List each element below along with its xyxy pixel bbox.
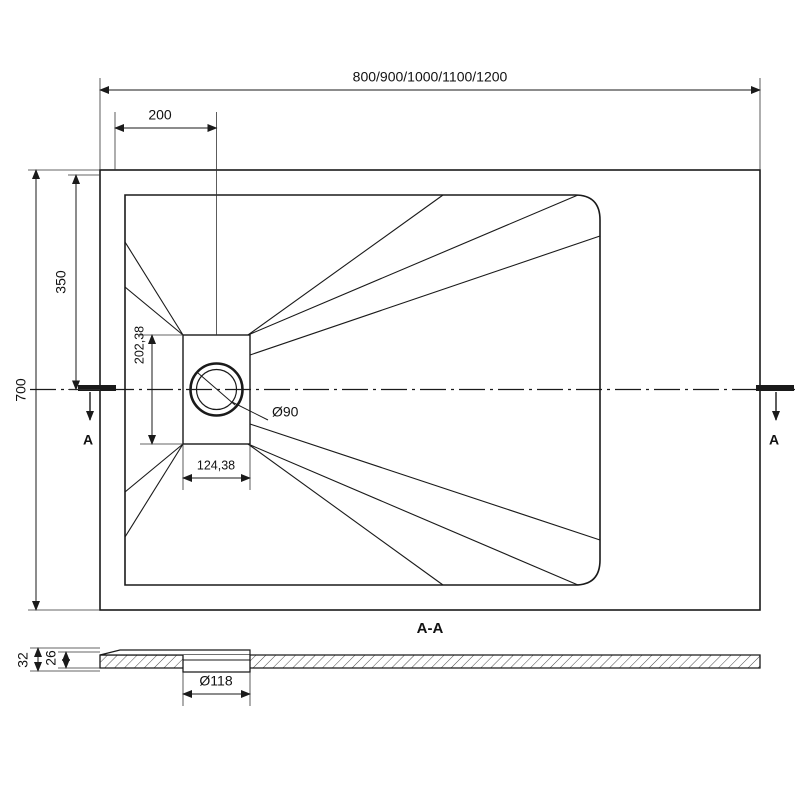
dim-section-drain-diameter-label: Ø118 xyxy=(199,672,233,689)
dim-left-upper xyxy=(53,175,100,390)
dim-top-overall-label: 800/900/1000/1100/1200 xyxy=(352,68,508,85)
section-view xyxy=(15,648,760,706)
dim-section-height-inner xyxy=(43,650,100,668)
section-title: A-A xyxy=(416,619,444,637)
dim-drain-horizontal-label: 124,38 xyxy=(196,458,236,473)
section-label-left: A xyxy=(83,431,94,448)
dim-section-drain-diameter xyxy=(183,672,250,706)
dim-drain-horizontal xyxy=(183,444,250,490)
dim-section-height-inner-label: 26 xyxy=(42,650,59,666)
section-slope-surface xyxy=(100,650,250,655)
dim-drain-vertical xyxy=(132,326,183,444)
dim-top-overall xyxy=(100,69,760,170)
dim-top-offset-label: 200 xyxy=(148,106,172,123)
section-label-right: A xyxy=(769,431,780,448)
dim-section-height-total-label: 32 xyxy=(14,652,31,668)
dim-top-offset xyxy=(115,107,217,335)
section-drain-recess xyxy=(183,655,250,672)
dim-drain-diameter: Ø90 xyxy=(272,403,299,420)
top-view xyxy=(13,69,795,610)
dim-drain-vertical-label: 202,38 xyxy=(132,325,147,365)
section-marker-right xyxy=(756,385,794,448)
section-marker-left xyxy=(78,385,116,448)
dim-left-upper-label: 350 xyxy=(52,270,69,294)
dim-left-overall-label: 700 xyxy=(12,378,29,402)
